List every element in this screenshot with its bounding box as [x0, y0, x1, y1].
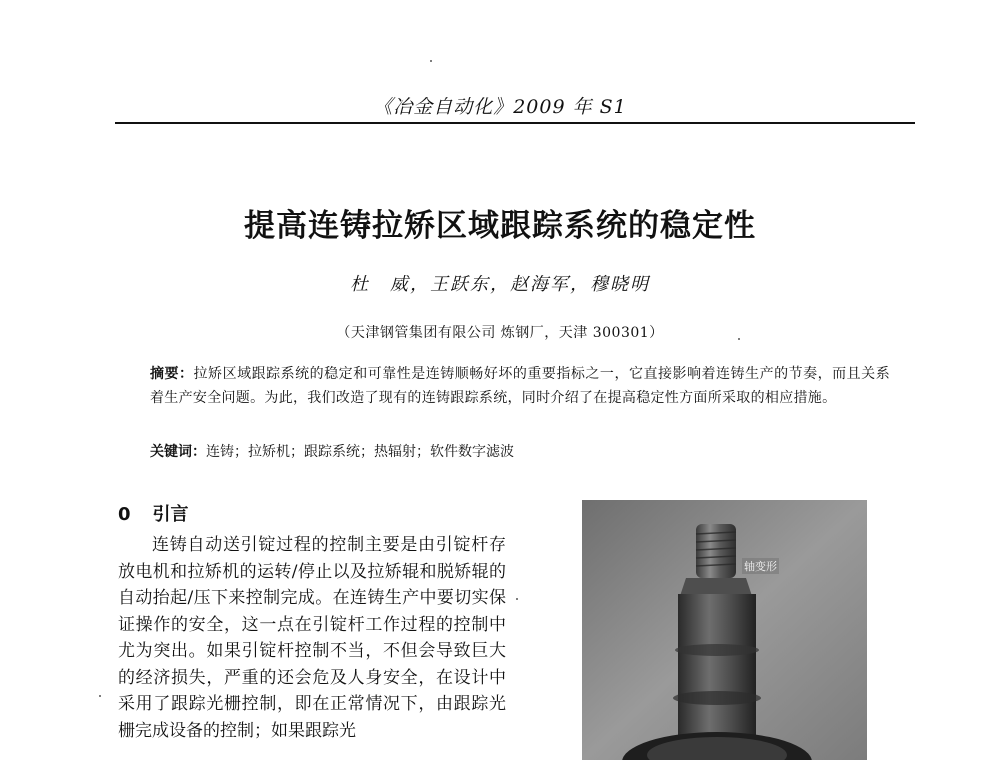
- photo-label: 轴变形: [744, 560, 777, 573]
- section-heading: [118, 500, 189, 526]
- scan-speck: [516, 598, 518, 600]
- authors: 杜 威，王跃东，赵海军，穆晓明: [350, 274, 650, 295]
- journal-header: 《冶金自动化》2009 年 S1: [373, 96, 627, 118]
- keywords: [150, 440, 890, 464]
- body-paragraph: 连铸自动送引锭过程的控制主要是由引锭杆存放电机和拉矫机的运转/停止以及拉矫辊和脱矫辊的自动抬起/压下来控制完成。在连铸生产中要切实保证操作的安全，这一点在引锭杆工作过程的控制中尤为突出。如果引锭杆控制不当，不但会导致巨大的经济损失，严重的还会危及人身安全，在设计中采用了跟踪光栅控制，即在正常情况下，由跟踪光栅完成设备的控制；如果跟踪光: [118, 535, 506, 741]
- abstract-label: 摘要：: [150, 366, 194, 382]
- affiliation: （天津钢管集团有限公司 炼钢厂，天津 300301）: [336, 325, 664, 341]
- header-rule: [115, 122, 915, 124]
- shaft-photo-drawing: [582, 500, 867, 760]
- scan-speck: [99, 695, 101, 697]
- keywords-text: 连铸；拉矫机；跟踪系统；热辐射；软件数字滤波: [206, 444, 514, 460]
- section-title: 引言: [152, 504, 189, 525]
- abstract-text: 拉矫区域跟踪系统的稳定和可靠性是连铸顺畅好坏的重要指标之一，它直接影响着连铸生产的节奏，而且关系着生产安全问题。为此，我们改造了现有的连铸跟踪系统，同时介绍了在提高稳定性方面所采取的相应措施。: [150, 366, 890, 406]
- scan-speck: [738, 338, 740, 340]
- keywords-label: 关键词：: [150, 444, 206, 460]
- abstract: [150, 362, 890, 410]
- shaft-photo: [582, 500, 867, 760]
- body-text: [118, 532, 506, 744]
- scan-speck: [430, 60, 432, 62]
- section-number: 0: [118, 504, 131, 525]
- paper-title: 提高连铸拉矫区域跟踪系统的稳定性: [244, 208, 756, 244]
